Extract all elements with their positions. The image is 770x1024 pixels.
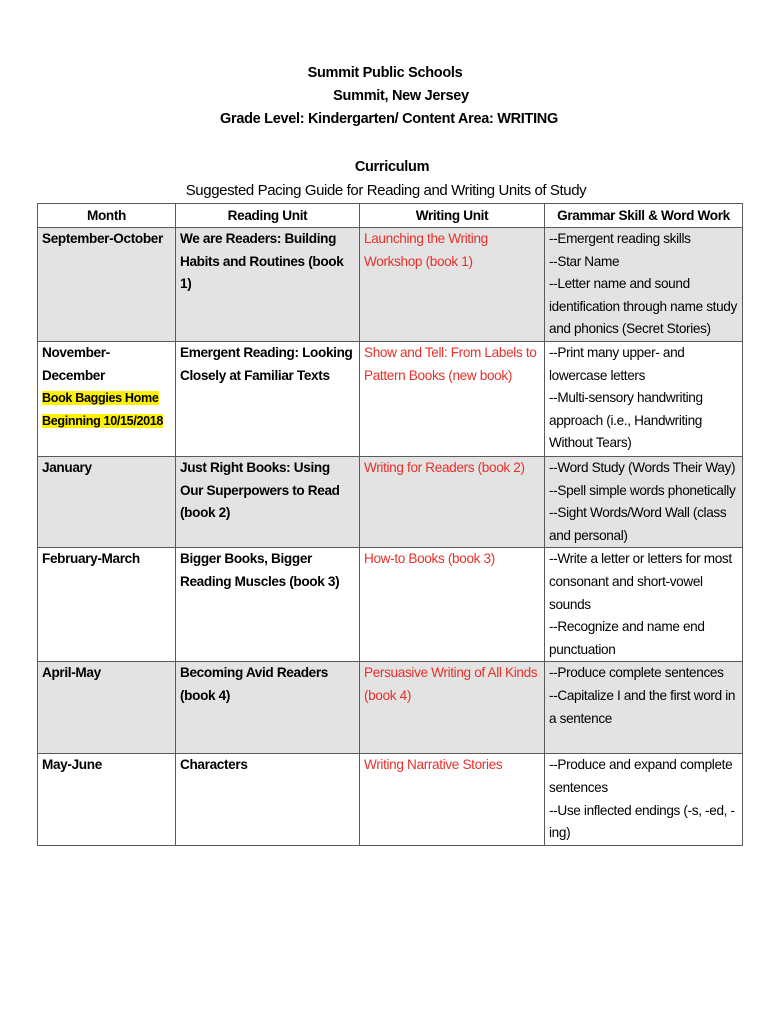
grammar-item: --Produce complete sentences — [549, 665, 724, 681]
grammar-item: --Recognize and name end punctuation — [549, 619, 705, 657]
grade-content-area: Grade Level: Kindergarten/ Content Area: WRITING — [220, 111, 558, 127]
highlighted-note: Book Baggies Home — [42, 391, 159, 406]
grammar-cell — [545, 342, 743, 457]
school-name: Summit Public Schools — [307, 65, 463, 81]
month-cell: April-May — [38, 662, 176, 754]
writing-unit-cell: How-to Books (book 3) — [360, 548, 545, 662]
month-cell: May-June — [38, 754, 176, 845]
writing-unit-cell: Show and Tell: From Labels to Pattern Books (new book) — [360, 342, 545, 457]
reading-unit-cell: Just Right Books: Using Our Superpowers to Read (book 2) — [176, 457, 360, 548]
grammar-item: --Print many upper- and lowercase letters — [549, 345, 685, 383]
grammar-cell — [545, 457, 743, 548]
writing-unit-cell: Persuasive Writing of All Kinds (book 4) — [360, 662, 545, 754]
table-row — [38, 662, 743, 754]
reading-unit-cell: Emergent Reading: Looking Closely at Familiar Texts — [176, 342, 360, 457]
grammar-item: --Spell simple words phonetically — [549, 482, 736, 498]
header-month: Month — [38, 204, 176, 228]
reading-unit-cell: Characters — [176, 754, 360, 845]
curriculum-title: Curriculum — [354, 159, 430, 175]
header-writing-unit: Writing Unit — [360, 204, 545, 228]
grammar-cell — [545, 662, 743, 754]
grammar-item: --Emergent reading skills — [549, 231, 691, 246]
table-row — [38, 457, 743, 548]
grammar-item: --Sight Words/Word Wall (class and personal) — [549, 505, 727, 543]
table-row — [38, 342, 743, 457]
month-label: November-December — [42, 345, 110, 383]
table-header-row — [38, 204, 743, 228]
writing-unit-cell: Launching the Writing Workshop (book 1) — [360, 228, 545, 342]
document-header — [0, 62, 770, 131]
grammar-item: --Word Study (Words Their Way) — [549, 460, 736, 475]
reading-unit-cell: We are Readers: Building Habits and Routines (book 1) — [176, 228, 360, 342]
month-cell — [38, 342, 176, 457]
grammar-item: --Letter name and sound identification through name study and phonics (Secret Stories) — [549, 276, 737, 337]
writing-unit-cell: Writing Narrative Stories — [360, 754, 545, 845]
month-cell: February-March — [38, 548, 176, 662]
school-location: Summit, New Jersey — [333, 88, 469, 104]
writing-unit-cell: Writing for Readers (book 2) — [360, 457, 545, 548]
highlighted-note: Beginning 10/15/2018 — [42, 413, 164, 428]
grammar-item: --Use inflected endings (-s, -ed, -ing) — [549, 802, 735, 841]
reading-unit-cell: Becoming Avid Readers (book 4) — [176, 662, 360, 754]
curriculum-subtitle: Suggested Pacing Guide for Reading and Writing Units of Study — [185, 182, 587, 199]
table-row — [38, 548, 743, 662]
month-cell: January — [38, 457, 176, 548]
table-row — [38, 754, 743, 845]
pacing-guide-table — [37, 203, 743, 846]
header-reading-unit: Reading Unit — [176, 204, 360, 228]
grammar-cell — [545, 754, 743, 845]
header-grammar: Grammar Skill & Word Work — [545, 204, 743, 228]
grammar-cell — [545, 228, 743, 342]
grammar-item: --Produce and expand complete sentences — [549, 757, 733, 795]
grammar-item: --Capitalize I and the first word in a sentence — [549, 687, 736, 726]
month-cell: September-October — [38, 228, 176, 342]
reading-unit-cell: Bigger Books, Bigger Reading Muscles (book 3) — [176, 548, 360, 662]
table-row — [38, 228, 743, 342]
grammar-item: --Star Name — [549, 253, 620, 269]
grammar-item: --Write a letter or letters for most consonant and short-vowel sounds — [549, 551, 732, 612]
grammar-item: --Multi-sensory handwriting approach (i.e., Handwriting Without Tears) — [549, 390, 703, 451]
grammar-cell — [545, 548, 743, 662]
